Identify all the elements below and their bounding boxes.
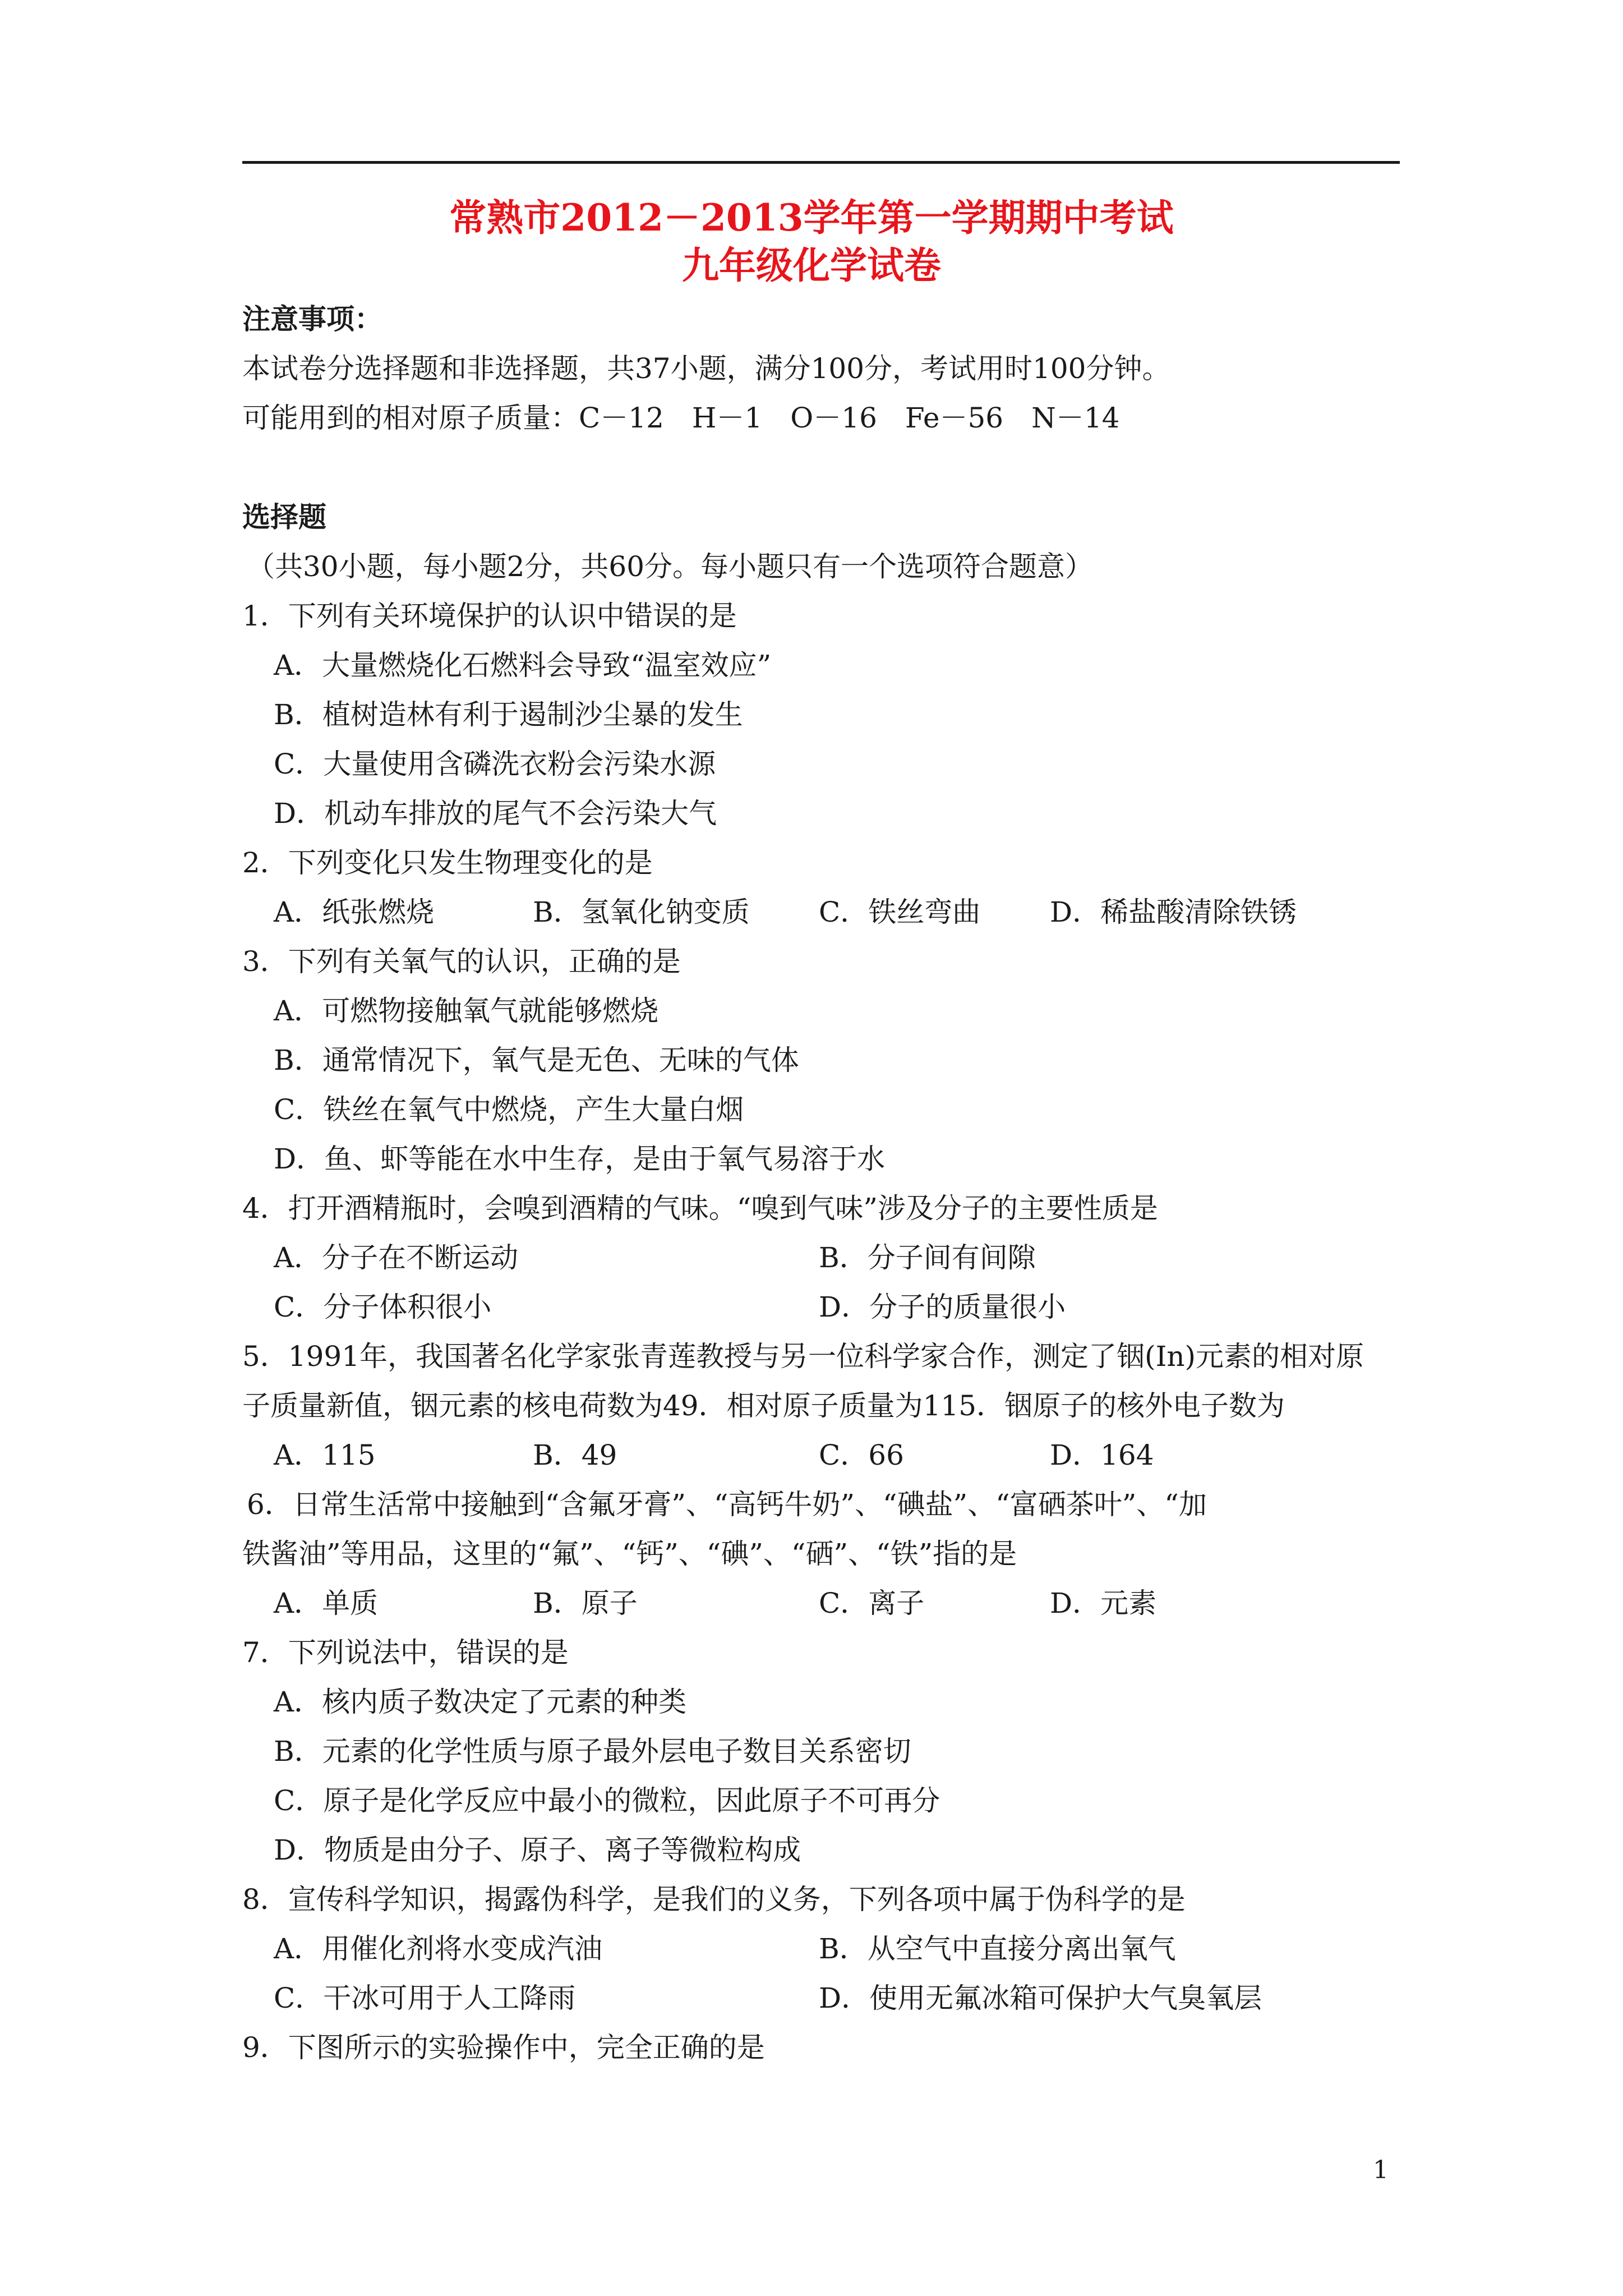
- q3-option-c: C．铁丝在氧气中燃烧，产生大量白烟: [274, 1093, 744, 1126]
- question-6-stem-line-1: 6．日常生活常中接触到“含氟牙膏”、“高钙牛奶”、“碘盐”、“富硒茶叶”、“加: [247, 1488, 1207, 1521]
- q3-option-b: B．通常情况下，氧气是无色、无味的气体: [274, 1044, 799, 1076]
- notice-line-2: 可能用到的相对原子质量：C－12 H－1 O－16 Fe－56 N－14: [242, 402, 1120, 434]
- q1-option-c: C．大量使用含磷洗衣粉会污染水源: [274, 748, 716, 780]
- q2-option-d: D．稀盐酸清除铁锈: [1050, 896, 1297, 928]
- notice-line-1: 本试卷分选择题和非选择题，共37小题，满分100分，考试用时100分钟。: [242, 352, 1170, 385]
- q8-option-c: C．干冰可用于人工降雨: [274, 1982, 576, 2014]
- q5-option-d: D．164: [1050, 1439, 1154, 1471]
- q2-option-a: A．纸张燃烧: [274, 896, 435, 928]
- q1-option-b: B．植树造林有利于遏制沙尘暴的发生: [274, 698, 743, 731]
- page-number: 1: [1373, 2156, 1389, 2184]
- q2-option-c: C．铁丝弯曲: [819, 896, 981, 928]
- exam-title: 常熟市2012－2013学年第一学期期中考试: [449, 196, 1174, 240]
- q4-option-a: A．分子在不断运动: [274, 1241, 519, 1274]
- q1-option-d: D．机动车排放的尾气不会污染大气: [274, 797, 717, 830]
- q2-option-b: B．氢氧化钠变质: [533, 896, 750, 928]
- q7-option-d: D．物质是由分子、原子、离子等微粒构成: [274, 1834, 801, 1866]
- q4-option-c: C．分子体积很小: [274, 1291, 492, 1323]
- q3-option-a: A．可燃物接触氧气就能够燃烧: [274, 995, 659, 1027]
- q5-option-c: C．66: [819, 1439, 904, 1471]
- q5-option-b: B．49: [533, 1439, 617, 1471]
- question-6-stem-line-2: 铁酱油”等用品，这里的“氟”、“钙”、“碘”、“硒”、“铁”指的是: [242, 1538, 1017, 1570]
- q7-option-c: C．原子是化学反应中最小的微粒，因此原子不可再分: [274, 1784, 940, 1817]
- q6-option-d: D．元素: [1050, 1587, 1157, 1619]
- q6-option-a: A．单质: [274, 1587, 379, 1619]
- question-7-stem: 7．下列说法中，错误的是: [242, 1636, 569, 1669]
- top-rule: [242, 161, 1400, 164]
- q4-option-d: D．分子的质量很小: [819, 1291, 1066, 1323]
- section-heading: 选择题: [242, 500, 326, 533]
- q8-option-b: B．从空气中直接分离出氧气: [819, 1932, 1176, 1965]
- exam-subtitle: 九年级化学试卷: [682, 243, 941, 287]
- question-5-stem-line-2: 子质量新值，铟元素的核电荷数为49．相对原子质量为115．铟原子的核外电子数为: [242, 1389, 1285, 1422]
- question-4-stem: 4．打开酒精瓶时，会嗅到酒精的气味。“嗅到气味”涉及分子的主要性质是: [242, 1192, 1158, 1225]
- question-1-stem: 1．下列有关环境保护的认识中错误的是: [242, 600, 737, 632]
- question-3-stem: 3．下列有关氧气的认识，正确的是: [242, 945, 681, 978]
- question-5-stem-line-1: 5．1991年，我国著名化学家张青莲教授与另一位科学家合作，测定了铟(In)元素的相对原: [242, 1340, 1364, 1373]
- question-8-stem: 8．宣传科学知识，揭露伪科学，是我们的义务，下列各项中属于伪科学的是: [242, 1883, 1186, 1916]
- question-2-stem: 2．下列变化只发生物理变化的是: [242, 846, 653, 879]
- q8-option-d: D．使用无氟冰箱可保护大气臭氧层: [819, 1982, 1262, 2014]
- q1-option-a: A．大量燃烧化石燃料会导致“温室效应”: [274, 649, 772, 682]
- q3-option-d: D．鱼、虾等能在水中生存，是由于氧气易溶于水: [274, 1143, 886, 1175]
- notice-heading: 注意事项：: [242, 302, 382, 335]
- q5-option-a: A．115: [274, 1439, 376, 1471]
- question-9-stem: 9．下图所示的实验操作中，完全正确的是: [242, 2031, 765, 2064]
- section-instructions: （共30小题，每小题2分，共60分。每小题只有一个选项符合题意）: [247, 550, 1094, 583]
- q6-option-c: C．离子: [819, 1587, 925, 1619]
- q4-option-b: B．分子间有间隙: [819, 1241, 1036, 1274]
- q6-option-b: B．原子: [533, 1587, 638, 1619]
- q7-option-a: A．核内质子数决定了元素的种类: [274, 1686, 687, 1718]
- q8-option-a: A．用催化剂将水变成汽油: [274, 1932, 603, 1965]
- q7-option-b: B．元素的化学性质与原子最外层电子数目关系密切: [274, 1735, 911, 1768]
